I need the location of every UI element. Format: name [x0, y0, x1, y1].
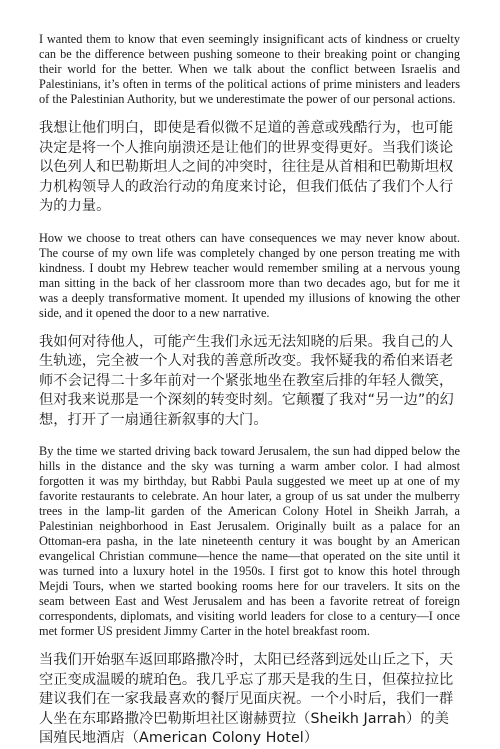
paragraph-zh-2: 我如何对待他人，可能产生我们永远无法知晓的后果。我自己的人生轨迹，完全被一个人对我的善意所改变。我怀疑我的希伯来语老师不会记得二十多年前对一个紧张地坐在教室后排的年轻人微笑，但对我来说那是一个深刻的转变时刻。它颠覆了我对“另一边”的幻想，打开了一扇通往新叙事的大门。	[39, 333, 454, 428]
paragraph-en-1: I wanted them to know that even seemingly insignificant acts of kindness or cruelty can be the difference between pushing someone to their breaking point or changing their world for the better. When we talk about the conflict between Israelis and Palestinians, it’s often in terms of the political actions of prime ministers and leaders of the Palestinian Authority, but we underestimate the power of our personal actions.	[39, 32, 460, 106]
paragraph-zh-3: 当我们开始驱车返回耶路撒冷时，太阳已经落到远处山丘之下，天空正变成温暖的琥珀色。我几乎忘了那天是我的生日，但葆拉拉比建议我们在一家我最喜欢的餐厅见面庆祝。一个小时后，我们一群人坐在东耶路撒冷巴勒斯坦社区谢赫贾拉（Sheikh Jarrah）的美国殖民地酒店（American Colony Hotel）	[39, 652, 454, 746]
paragraph-zh-1: 我想让他们明白，即使是看似微不足道的善意或残酷行为，也可能决定是将一个人推向崩溃还是让他们的世界变得更好。当我们谈论以色列人和巴勒斯坦人之间的冲突时，往往是从首相和巴勒斯坦权力机构领导人的政治行动的角度来讨论，但我们低估了我们个人行为的力量。	[39, 120, 454, 214]
paragraph-en-2: How we choose to treat others can have consequences we may never know about. The course of my own life was completely changed by one person treating me with kindness. I doubt my Hebrew teacher would remember smiling at a nervous young man sitting in the back of her classroom more than two decades ago, but for me it was a deeply transformative moment. It upended my illusions of knowing the other side, and it opened the door to a new narrative.	[39, 230, 460, 320]
paragraph-en-3: By the time we started driving back toward Jerusalem, the sun had dipped below the hills in the distance and the sky was turning a warm amber color. I had almost forgotten it was my birthday, but Rabbi Paula suggested we meet up at one of my favorite restaurants to celebrate. An hour later, a group of us sat under the mulberry trees in the lamp-lit garden of the American Colony Hotel in Sheikh Jarrah, a Palestinian neighborhood in East Jerusalem. Originally built as a palace for an Ottoman-era pasha, in the late nineteenth century it was bought by an American evangelical Christian commune—hence the name—that operated on the site until it was turned into a luxury hotel in the 1950s. I first got to know this hotel through Mejdi Tours, when we started booking rooms here for our travelers. It sits on the seam between East and West Jerusalem and has been a favorite retreat of foreign correspondents, diplomats, and visiting world leaders for close to a century—I once met former US president Jimmy Carter in the hotel breakfast room.	[39, 444, 460, 638]
